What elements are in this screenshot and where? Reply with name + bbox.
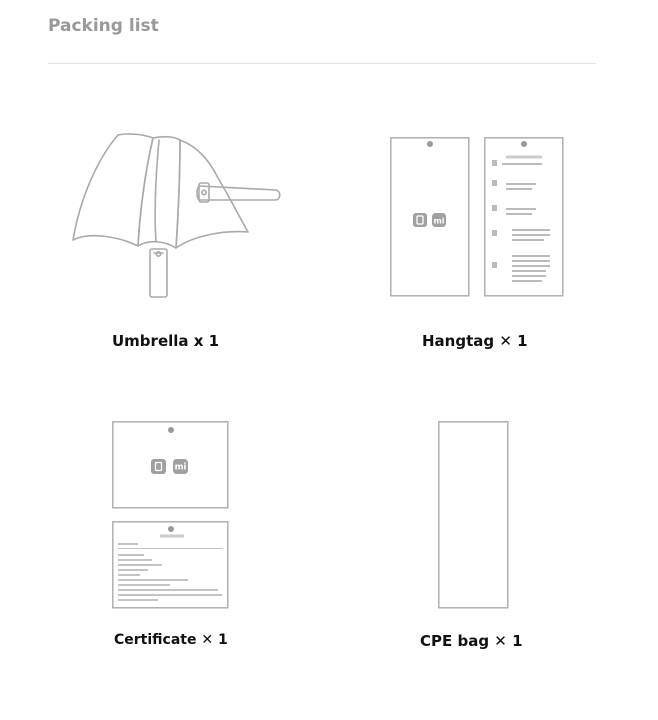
mi-logo-icon: [173, 459, 188, 474]
hangtag-label: Hangtag ✕ 1: [422, 332, 528, 350]
title-divider: [48, 63, 596, 64]
cpe-bag-icon: [438, 421, 511, 611]
svg-text:mi: mi: [174, 462, 187, 473]
page-title: Packing list: [48, 16, 159, 36]
umbrella-icon: [68, 128, 288, 303]
certificate-info-card: [112, 521, 230, 611]
umbrella-label: Umbrella x 1: [112, 332, 220, 350]
hangtag-instructions-card: [484, 137, 566, 299]
svg-text:mi: mi: [433, 216, 445, 226]
certificate-logo-card: [112, 421, 230, 511]
mi-logo-icon: [432, 213, 446, 227]
mijia-logo-icon: [413, 213, 427, 227]
certificate-label: Certificate ✕ 1: [114, 632, 228, 648]
mijia-logo-icon: [151, 459, 166, 474]
cpe-bag-label: CPE bag ✕ 1: [420, 632, 523, 650]
hangtag-front-card: [390, 137, 472, 299]
